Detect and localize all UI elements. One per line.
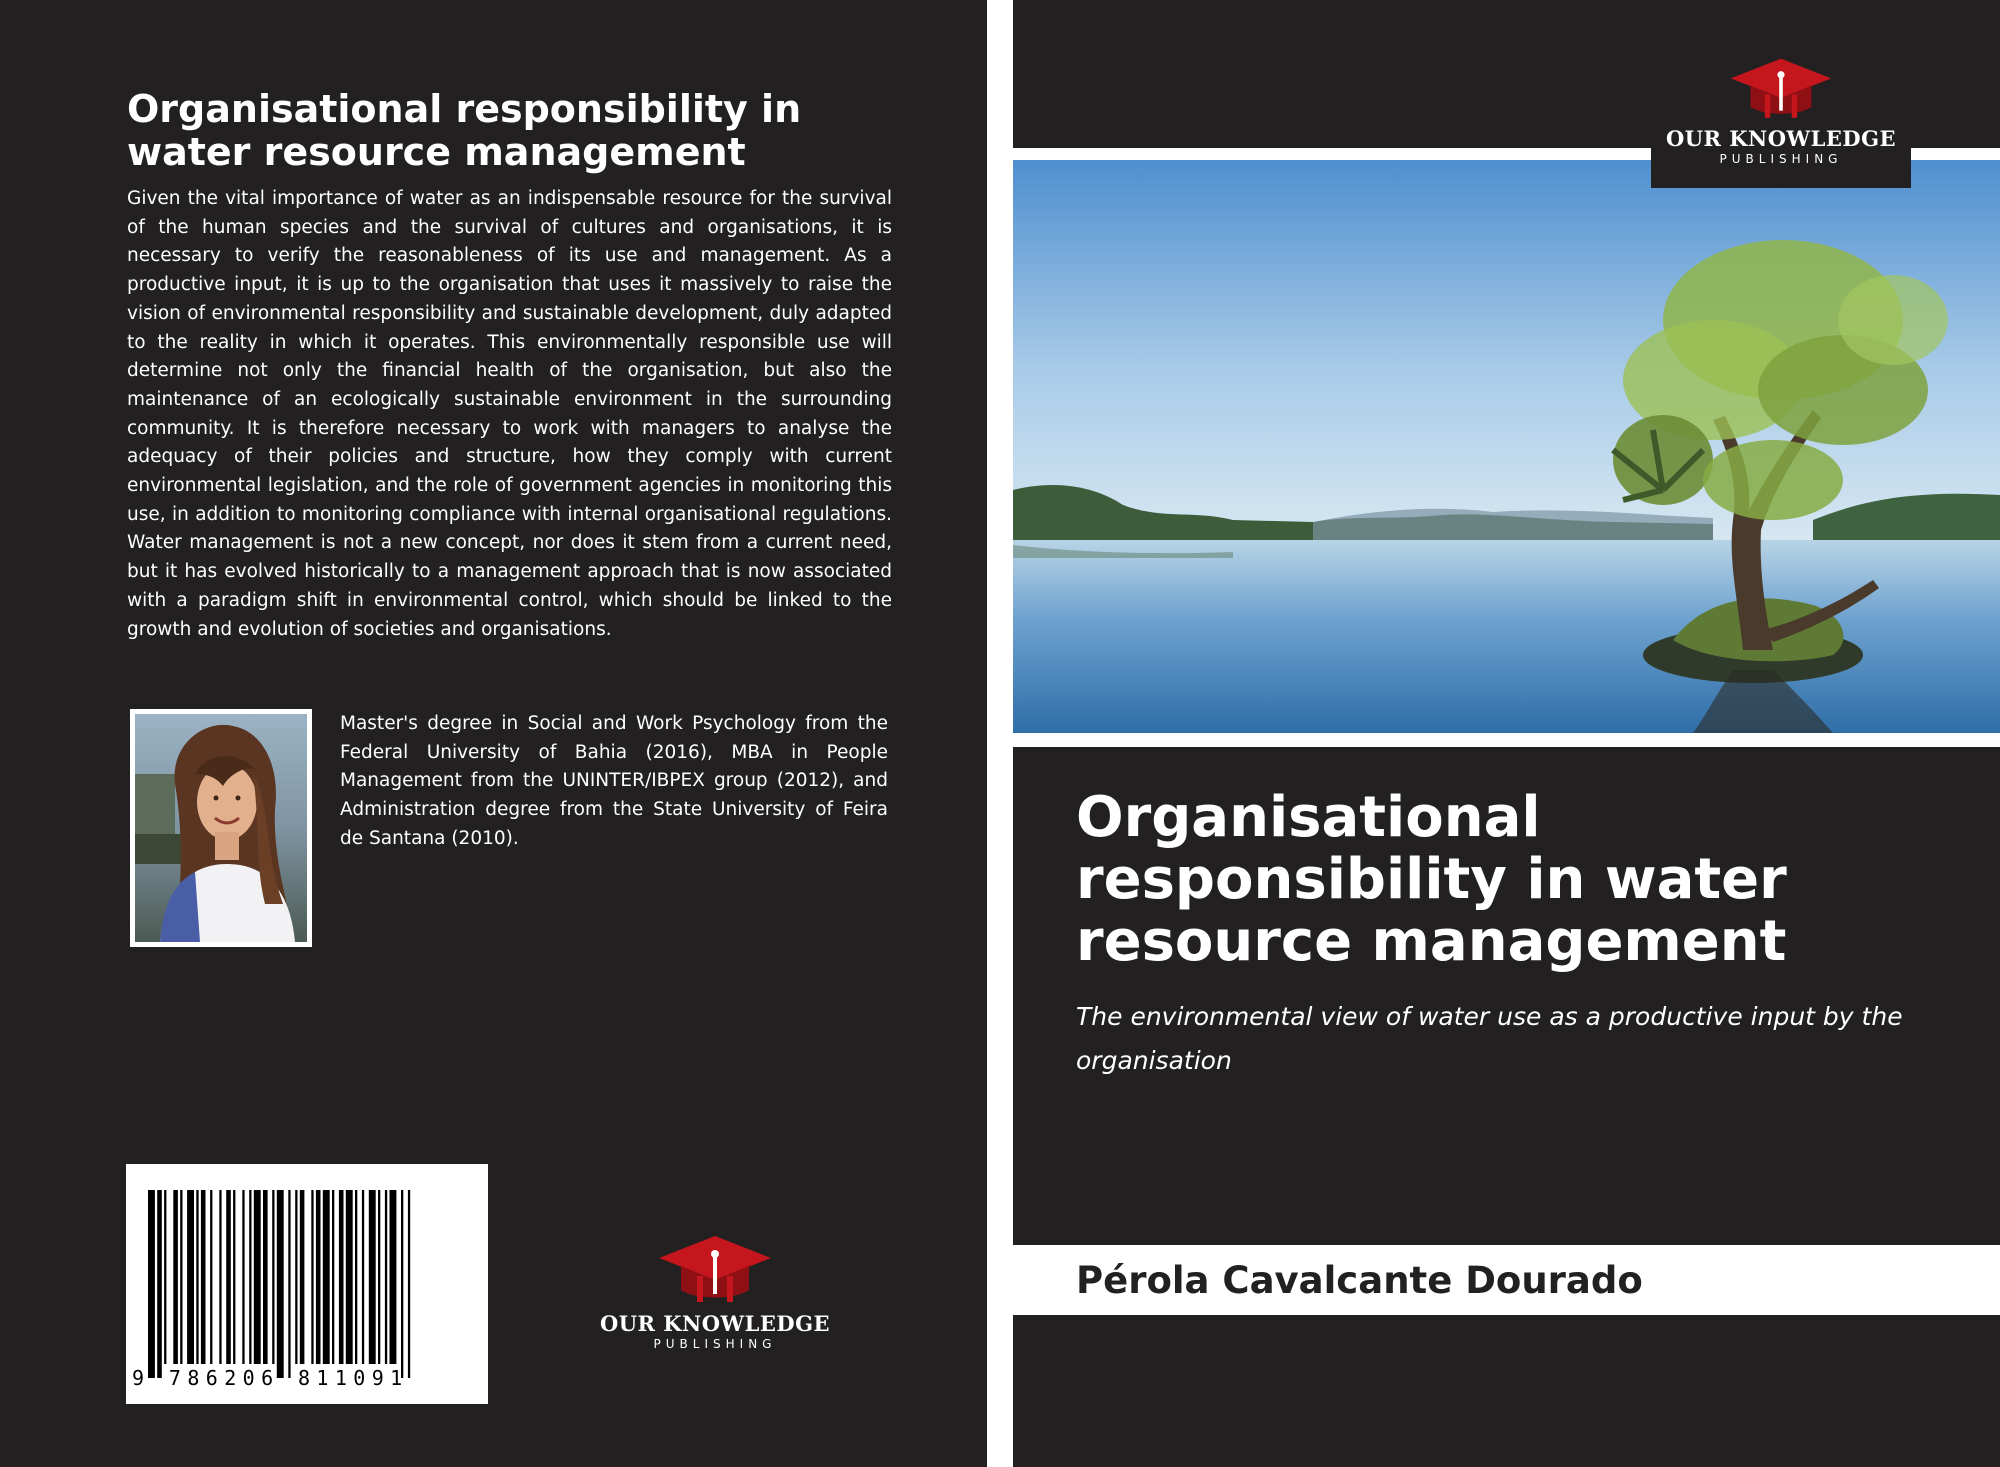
barcode-bar (390, 1190, 397, 1364)
barcode-bar (164, 1190, 166, 1364)
front-publisher-sub: PUBLISHING (1719, 152, 1843, 166)
barcode-bar (173, 1190, 178, 1364)
barcode-bar (196, 1190, 198, 1364)
front-cover (1013, 0, 2000, 1467)
barcode-bar (219, 1190, 221, 1364)
barcode-bar (332, 1190, 334, 1364)
barcode-bar (210, 1190, 212, 1364)
barcode-bar (242, 1190, 244, 1364)
barcode-bar (249, 1190, 251, 1364)
barcode-bar (180, 1190, 182, 1364)
barcode-bar (300, 1190, 305, 1364)
barcode-bar (401, 1190, 403, 1378)
front-bottom-band (1013, 1315, 2000, 1467)
barcode-bar (226, 1190, 231, 1364)
back-publisher-name: OUR KNOWLEDGE (599, 1311, 831, 1336)
barcode-bar (201, 1190, 206, 1364)
barcode-bar (254, 1190, 261, 1364)
barcode-bar (233, 1190, 235, 1364)
front-cover-title: Organisational responsibility in water resource management (1076, 785, 1787, 974)
barcode-bar (157, 1190, 162, 1378)
book-spine (987, 0, 1013, 1467)
barcode-bar (148, 1190, 155, 1378)
back-cover-title: Organisational responsibility in water resource management (127, 87, 802, 174)
barcode-bar (187, 1190, 194, 1364)
barcode-bar (355, 1190, 357, 1364)
front-title-panel (1013, 747, 2000, 1245)
author-bio: Master's degree in Social and Work Psychology from the Federal University of Bahia (2016), MBA in People Management from the UNINTER/IBPEX group (2012), and Administration degree from the State University of Feira de Santana (2010). (340, 713, 888, 849)
graduation-cap-logo-icon (1726, 55, 1836, 125)
isbn-barcode (126, 1164, 488, 1404)
lake-with-tree-photo (1013, 160, 2000, 733)
front-publisher-logo (1651, 0, 1911, 188)
barcode-bar (346, 1190, 353, 1364)
front-cover-author: Pérola Cavalcante Dourado (1076, 1259, 1643, 1302)
barcode-bar (277, 1190, 284, 1378)
barcode-bar (362, 1190, 364, 1364)
barcode-digits: 9 786206 811091 (132, 1366, 409, 1390)
front-cover-subtitle: The environmental view of water use as a productive input by the organisation (1076, 1002, 1903, 1075)
barcode-bar (288, 1190, 290, 1378)
barcode-bar (339, 1190, 344, 1364)
back-publisher-sub: PUBLISHING (653, 1337, 777, 1351)
barcode-bar (295, 1190, 297, 1364)
author-photo (130, 709, 312, 947)
author-portrait-icon (135, 714, 307, 942)
graduation-cap-logo-icon (655, 1232, 775, 1310)
barcode-bar (272, 1190, 274, 1364)
barcode-bar (311, 1190, 313, 1364)
barcode-bar (408, 1190, 410, 1378)
barcode-bar (316, 1190, 321, 1364)
back-publisher-logo (590, 1232, 840, 1352)
lake-tree-image-icon (1013, 160, 2000, 733)
barcode-bar (369, 1190, 376, 1364)
back-cover (0, 0, 987, 1467)
barcode-bar (385, 1190, 387, 1364)
front-publisher-name: OUR KNOWLEDGE (1665, 126, 1897, 151)
barcode-bar (323, 1190, 330, 1364)
barcode-bar (263, 1190, 268, 1364)
barcode-bar (378, 1190, 380, 1364)
back-cover-blurb: Given the vital importance of water as an indispensable resource for the survival of the human species and the survival of cultures and organisations, it is necessary to verify the reasonableness of its use and management. As a productive input, it is up to the organisation that uses it massively to raise the vision of environmental responsibility and sustainable development, duly adapted to the reality in which it operates. This environmentally responsible use will determine not only the financial health of the organisation, but also the maintenance of an ecologically sustainable environment in the surrounding community. It is therefore necessary to work with managers to analyse the adequacy of their policies and structure, how they comply with current environmental legislation, and the role of government agencies in monitoring this use, in addition to monitoring compliance with internal organisational regulations. Water management is not a new concept, nor does it stem from a current need, but it has evolved historically to a management approach that is now associated with a paradigm shift in environmental control, which should be linked to the growth and evolution of societies and organisations. (127, 188, 892, 640)
